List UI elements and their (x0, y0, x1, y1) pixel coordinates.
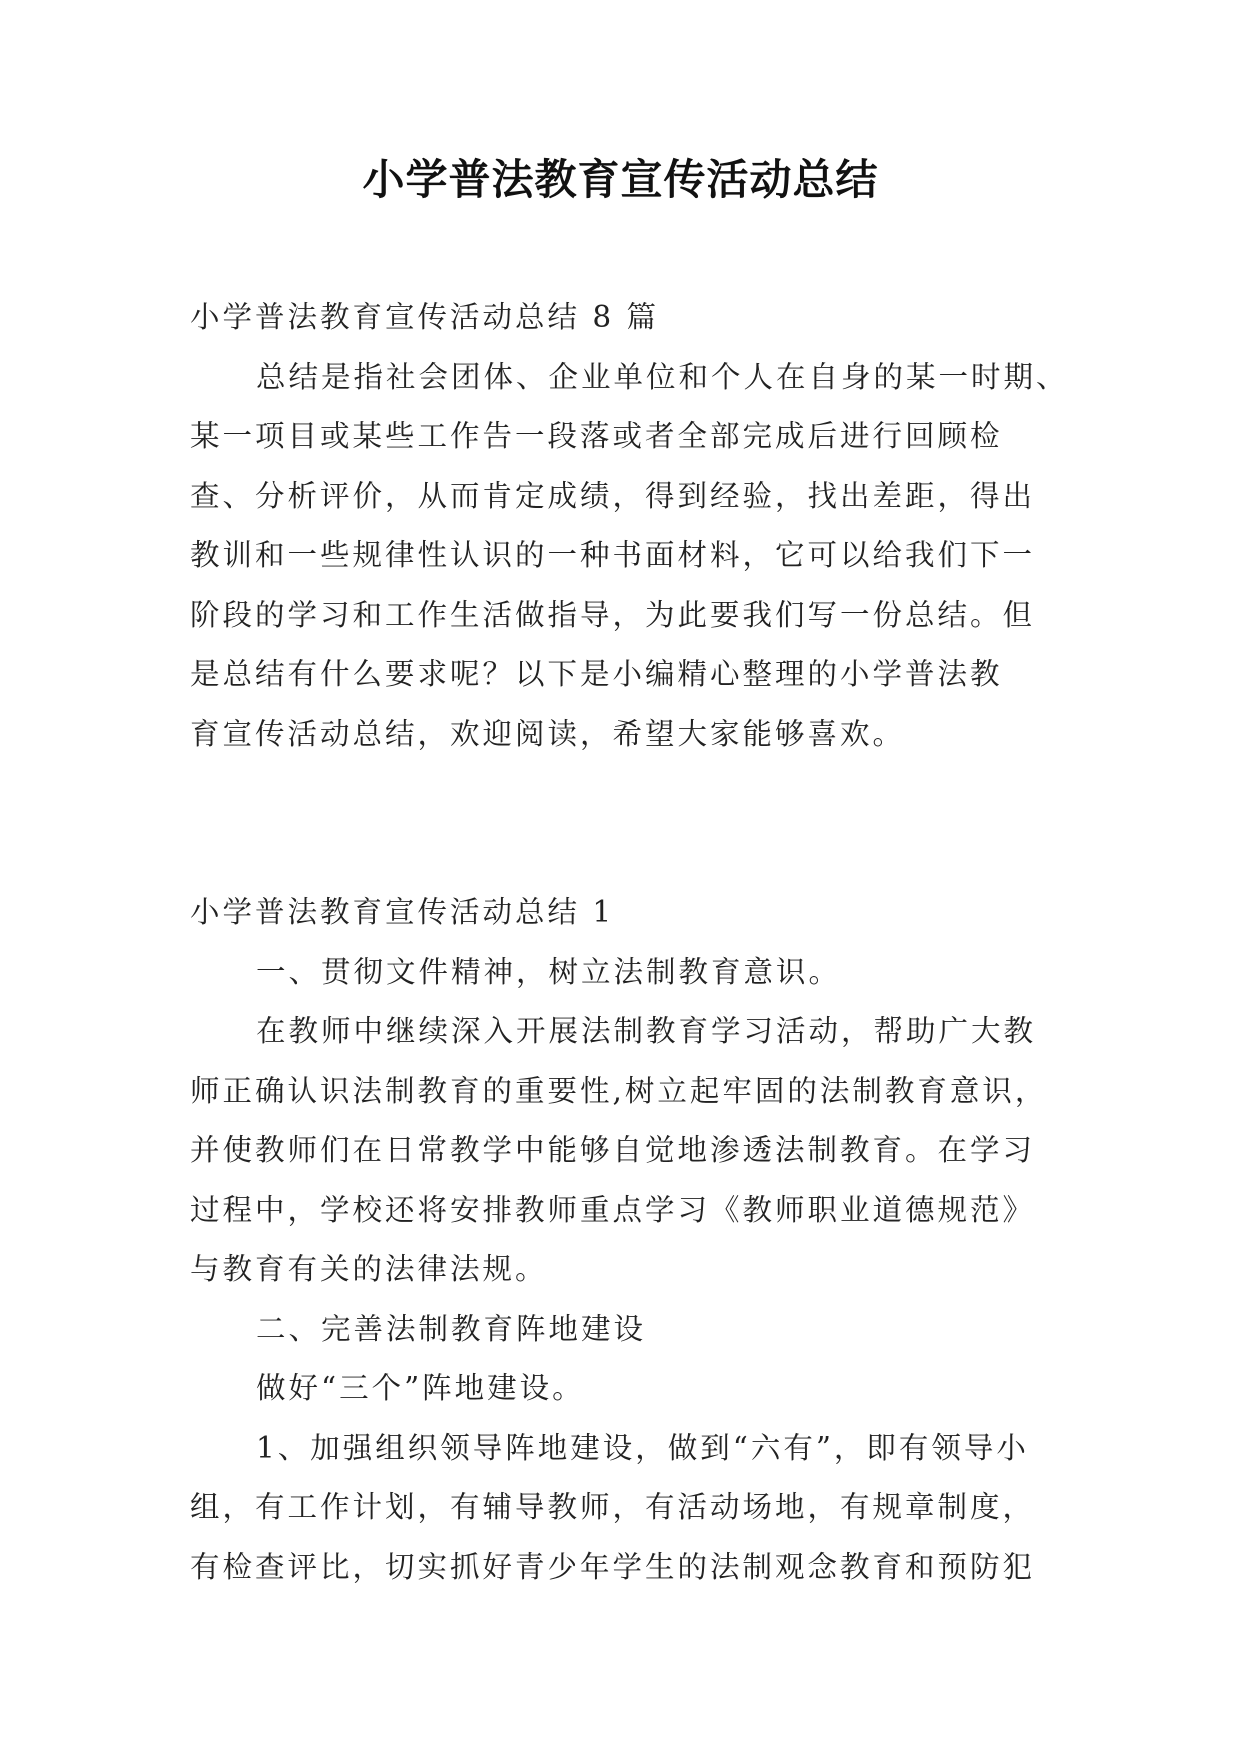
section-heading: 小学普法教育宣传活动总结 1 (190, 895, 615, 929)
paragraph-line: 组，有工作计划，有辅导教师，有活动场地，有规章制度， (190, 1490, 1036, 1524)
paragraph-line: 并使教师们在日常教学中能够自觉地渗透法制教育。在学习 (190, 1133, 1036, 1167)
paragraph-line: 育宣传活动总结，欢迎阅读，希望大家能够喜欢。 (190, 716, 906, 751)
paragraph-line: 一、贯彻文件精神，树立法制教育意识。 (256, 954, 842, 989)
paragraph-line: 总结是指社会团体、企业单位和个人在自身的某一时期、 (256, 359, 1069, 394)
paragraph-line: 在教师中继续深入开展法制教育学习活动，帮助广大教 (256, 1014, 1037, 1048)
paragraph-line: 教训和一些规律性认识的一种书面材料，它可以给我们下一 (190, 538, 1036, 572)
paragraph-line: 1、加强组织领导阵地建设，做到“六有”，即有领导小 (256, 1430, 1029, 1465)
paragraph-line: 二、完善法制教育阵地建设 (256, 1311, 647, 1346)
section-heading: 小学普法教育宣传活动总结 8 篇 (190, 300, 660, 334)
paragraph-line: 过程中，学校还将安排教师重点学习《教师职业道德规范》 (190, 1192, 1036, 1227)
section-spacer (190, 764, 1054, 883)
paragraph-line: 做好“三个”阵地建设。 (256, 1371, 585, 1405)
paragraph-line: 有检查评比，切实抓好青少年学生的法制观念教育和预防犯 (190, 1549, 1036, 1584)
paragraph-line: 阶段的学习和工作生活做指导，为此要我们写一份总结。但 (190, 597, 1036, 632)
paragraph-line: 查、分析评价，从而肯定成绩，得到经验，找出差距，得出 (190, 478, 1036, 513)
paragraph-line: 某一项目或某些工作告一段落或者全部完成后进行回顾检 (190, 419, 1003, 453)
paragraph-line: 是总结有什么要求呢？以下是小编精心整理的小学普法教 (190, 657, 1003, 691)
document-title: 小学普法教育宣传活动总结 (362, 155, 879, 204)
paragraph-line: 与教育有关的法律法规。 (190, 1252, 548, 1286)
paragraph-line: 师正确认识法制教育的重要性,树立起牢固的法制教育意识， (190, 1073, 1048, 1108)
document-body (190, 288, 1069, 1597)
